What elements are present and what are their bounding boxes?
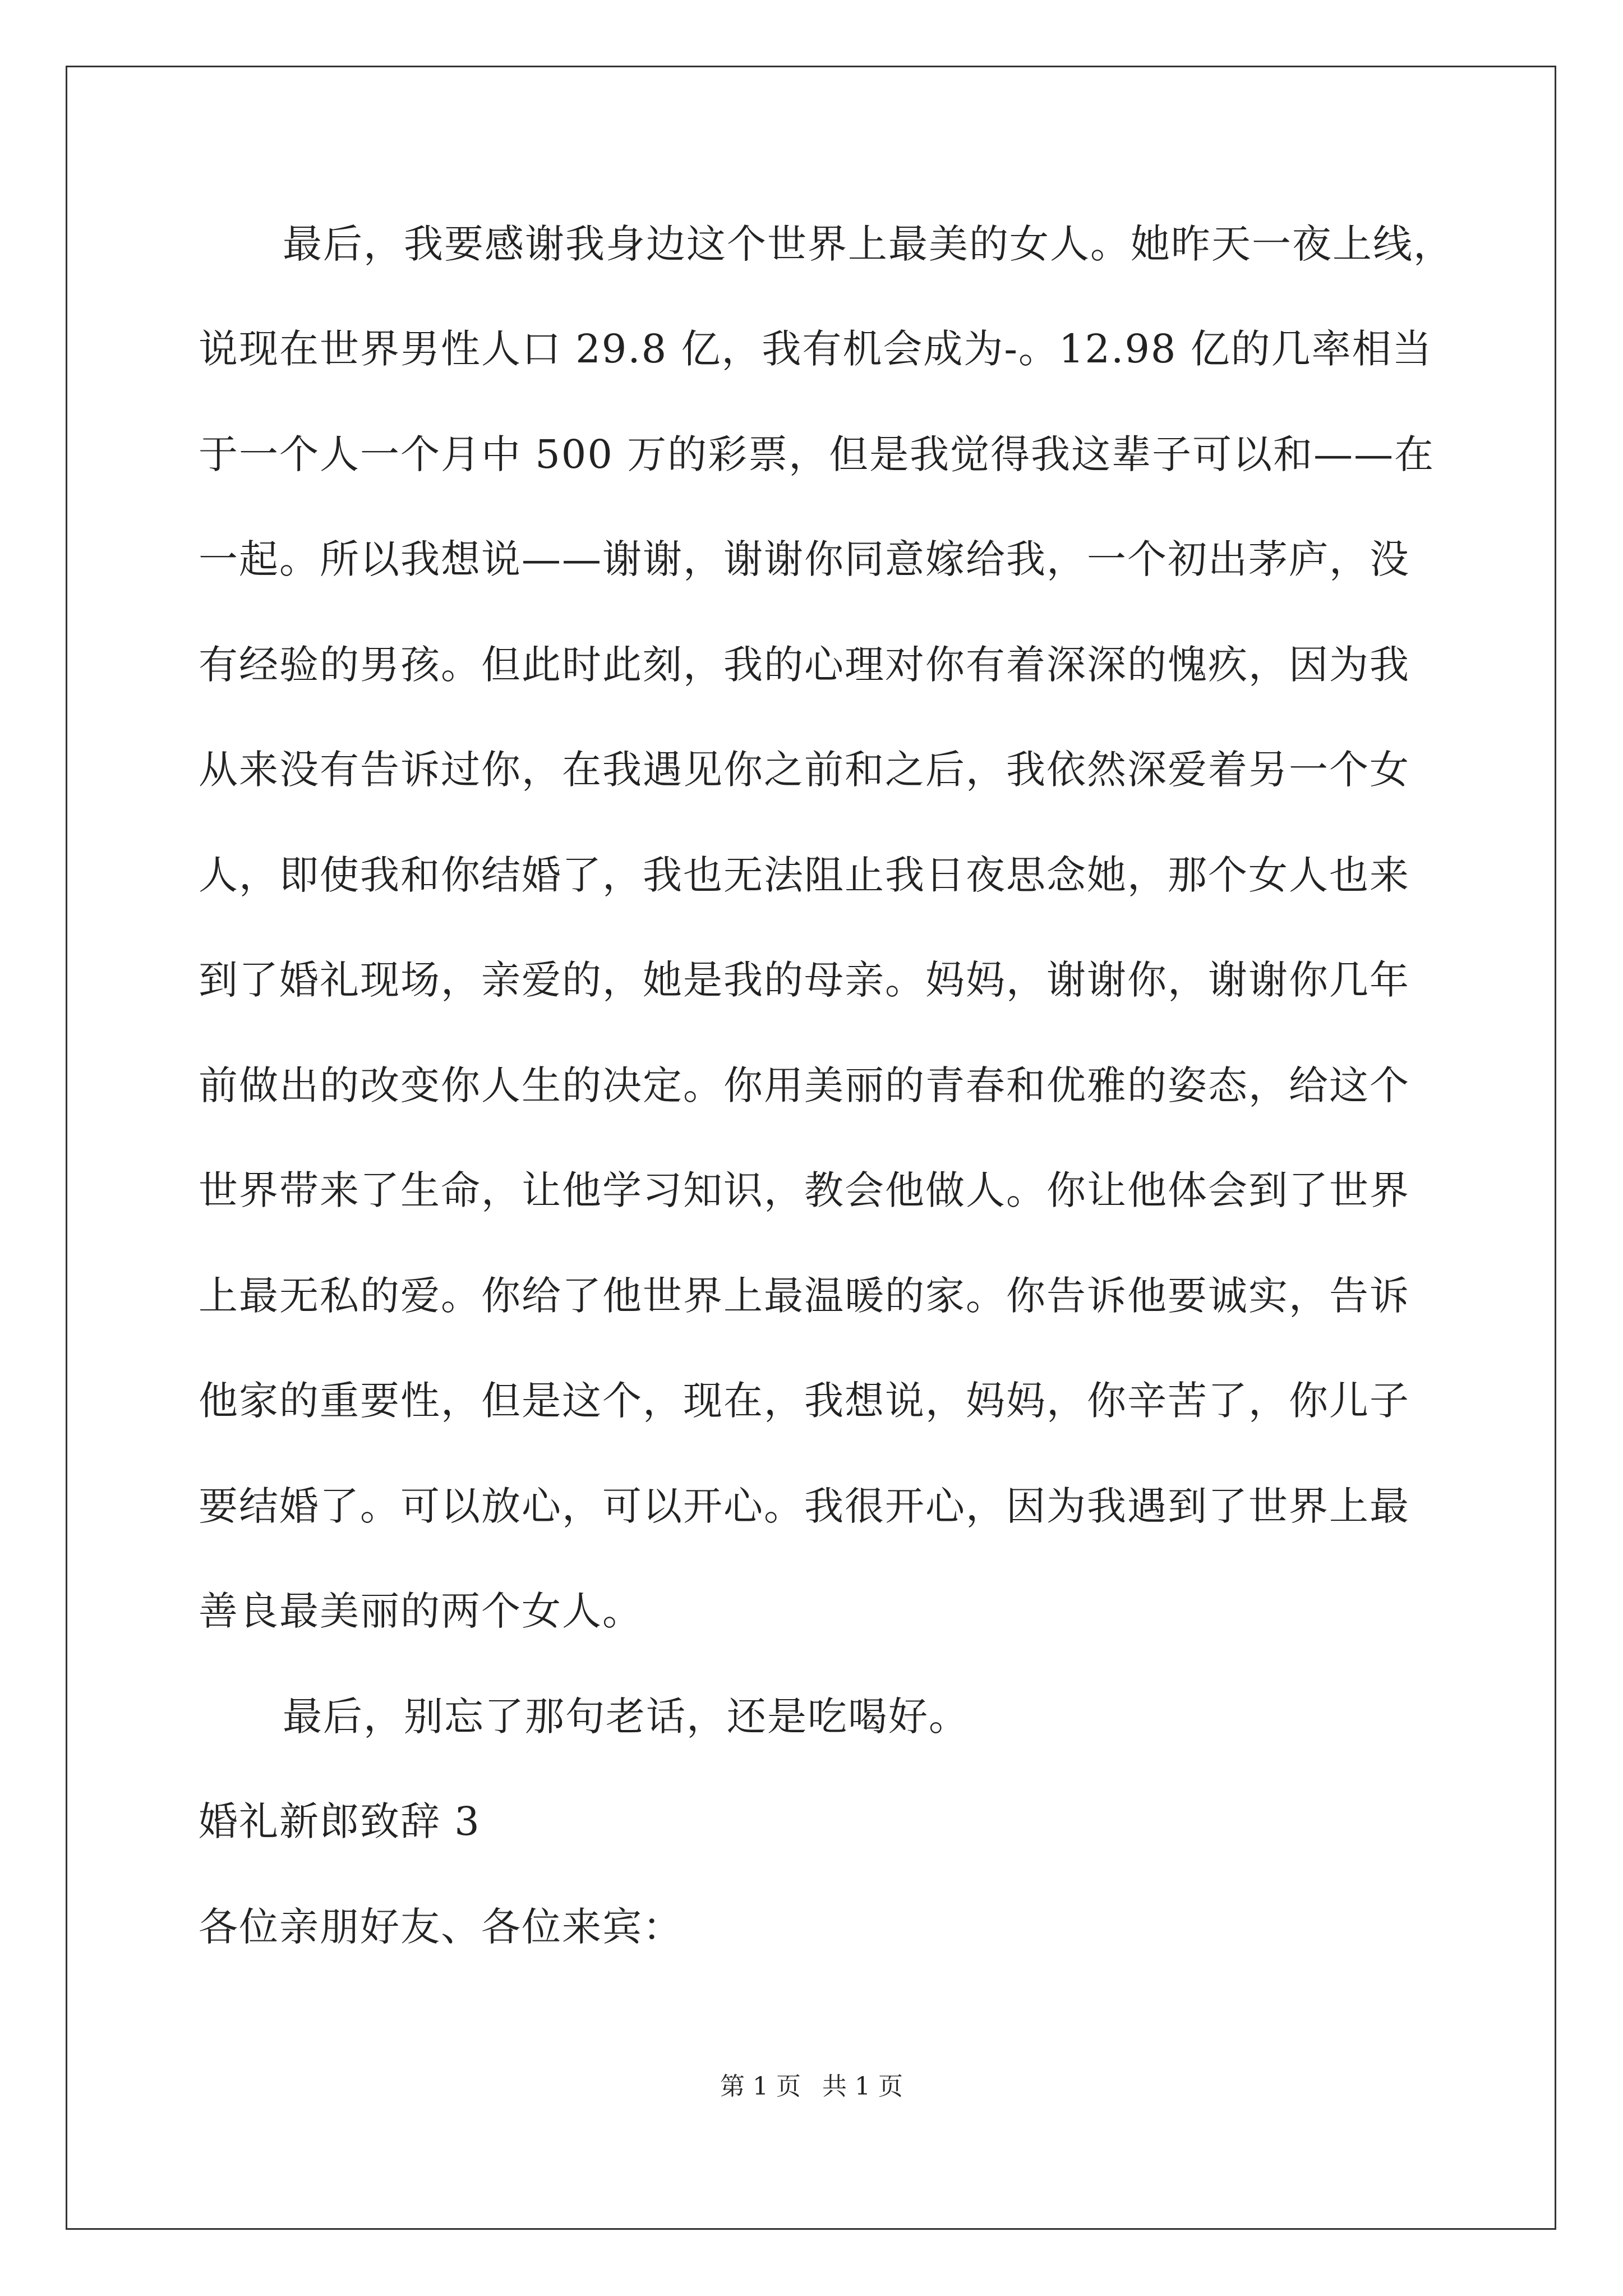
paragraph-line: 要结婚了。可以放心，可以开心。我很开心，因为我遇到了世界上最	[199, 1483, 1410, 1529]
paragraph-line: 从来没有告诉过你，在我遇见你之前和之后，我依然深爱着另一个女	[199, 747, 1410, 793]
paragraph-line: 到了婚礼现场，亲爱的，她是我的母亲。妈妈，谢谢你，谢谢你几年	[199, 957, 1410, 1003]
paragraph-line: 前做出的改变你人生的决定。你用美丽的青春和优雅的姿态，给这个	[199, 1062, 1410, 1108]
paragraph-line: 一起。所以我想说——谢谢，谢谢你同意嫁给我，一个初出茅庐，没	[199, 536, 1410, 582]
paragraph-line: 善良最美丽的两个女人。	[199, 1588, 643, 1634]
page-number-current: 第 1 页	[720, 2072, 801, 2101]
paragraph-line: 人，即使我和你结婚了，我也无法阻止我日夜思念她，那个女人也来	[199, 852, 1410, 898]
paragraph-line: 说现在世界男性人口 29.8 亿，我有机会成为-。12.98 亿的几率相当	[199, 326, 1433, 372]
paragraph-line: 最后，别忘了那句老话，还是吃喝好。	[283, 1694, 969, 1740]
paragraph-line: 有经验的男孩。但此时此刻，我的心理对你有着深深的愧疚，因为我	[199, 642, 1410, 688]
paragraph-line: 世界带来了生命，让他学习知识，教会他做人。你让他体会到了世界	[199, 1167, 1410, 1213]
salutation-line: 各位亲朋好友、各位来宾：	[199, 1904, 683, 1950]
paragraph-line: 他家的重要性，但是这个，现在，我想说，妈妈，你辛苦了，你儿子	[199, 1378, 1410, 1424]
section-heading: 婚礼新郎致辞 3	[199, 1798, 481, 1844]
paragraph-line: 上最无私的爱。你给了他世界上最温暖的家。你告诉他要诚实，告诉	[199, 1273, 1410, 1319]
page-footer	[0, 2070, 1623, 2104]
paragraph-line: 最后，我要感谢我身边这个世界上最美的女人。她昨天一夜上线，	[283, 221, 1454, 267]
page-number-total: 共 1 页	[822, 2072, 903, 2101]
paragraph-line: 于一个人一个月中 500 万的彩票，但是我觉得我这辈子可以和——在	[199, 431, 1435, 477]
